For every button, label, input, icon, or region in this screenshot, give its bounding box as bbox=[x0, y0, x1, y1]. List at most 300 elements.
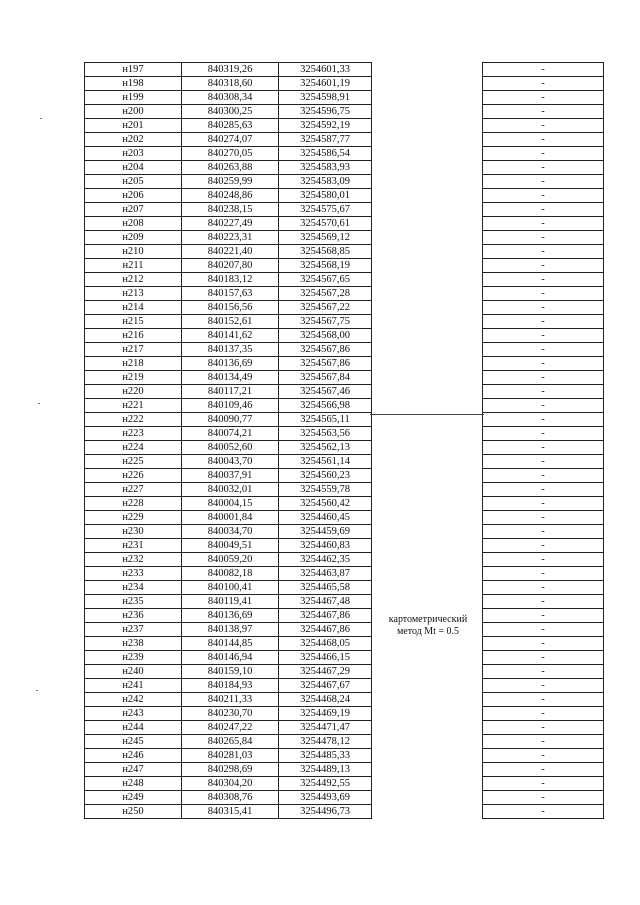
method-cell bbox=[372, 749, 483, 763]
method-cell bbox=[372, 273, 483, 287]
method-cell bbox=[372, 105, 483, 119]
point-name-cell: н217 bbox=[85, 343, 182, 357]
x-coordinate-cell: 840156,56 bbox=[182, 301, 279, 315]
point-name-cell: н212 bbox=[85, 273, 182, 287]
x-coordinate-cell: 840230,70 bbox=[182, 707, 279, 721]
accuracy-cell: - bbox=[483, 385, 604, 399]
x-coordinate-cell: 840184,93 bbox=[182, 679, 279, 693]
table-row bbox=[85, 427, 604, 441]
x-coordinate-cell: 840117,21 bbox=[182, 385, 279, 399]
x-coordinate-cell: 840265,84 bbox=[182, 735, 279, 749]
method-cell bbox=[372, 679, 483, 693]
y-coordinate-cell: 3254462,35 bbox=[279, 553, 372, 567]
scan-speck bbox=[36, 690, 38, 691]
method-cell bbox=[372, 343, 483, 357]
point-name-cell: н239 bbox=[85, 651, 182, 665]
point-name-cell: н214 bbox=[85, 301, 182, 315]
accuracy-cell: - bbox=[483, 483, 604, 497]
point-name-cell: н238 bbox=[85, 637, 182, 651]
method-cell bbox=[372, 777, 483, 791]
table-row bbox=[85, 441, 604, 455]
method-cell bbox=[372, 539, 483, 553]
accuracy-cell: - bbox=[483, 231, 604, 245]
accuracy-cell: - bbox=[483, 147, 604, 161]
y-coordinate-cell: 3254583,93 bbox=[279, 161, 372, 175]
point-name-cell: н219 bbox=[85, 371, 182, 385]
y-coordinate-cell: 3254568,85 bbox=[279, 245, 372, 259]
accuracy-cell: - bbox=[483, 763, 604, 777]
x-coordinate-cell: 840315,41 bbox=[182, 805, 279, 819]
x-coordinate-cell: 840308,34 bbox=[182, 91, 279, 105]
y-coordinate-cell: 3254575,67 bbox=[279, 203, 372, 217]
x-coordinate-cell: 840138,97 bbox=[182, 623, 279, 637]
accuracy-cell: - bbox=[483, 105, 604, 119]
y-coordinate-cell: 3254468,05 bbox=[279, 637, 372, 651]
table-row bbox=[85, 357, 604, 371]
y-coordinate-cell: 3254460,83 bbox=[279, 539, 372, 553]
x-coordinate-cell: 840100,41 bbox=[182, 581, 279, 595]
accuracy-cell: - bbox=[483, 189, 604, 203]
table-row bbox=[85, 203, 604, 217]
point-name-cell: н226 bbox=[85, 469, 182, 483]
method-cell bbox=[372, 329, 483, 343]
table-row bbox=[85, 567, 604, 581]
point-name-cell: н236 bbox=[85, 609, 182, 623]
x-coordinate-cell: 840043,70 bbox=[182, 455, 279, 469]
method-cell bbox=[372, 581, 483, 595]
x-coordinate-cell: 840263,88 bbox=[182, 161, 279, 175]
y-coordinate-cell: 3254570,61 bbox=[279, 217, 372, 231]
method-cell bbox=[372, 665, 483, 679]
x-coordinate-cell: 840136,69 bbox=[182, 609, 279, 623]
accuracy-cell: - bbox=[483, 273, 604, 287]
table-row bbox=[85, 385, 604, 399]
y-coordinate-cell: 3254493,69 bbox=[279, 791, 372, 805]
y-coordinate-cell: 3254601,19 bbox=[279, 77, 372, 91]
table-row bbox=[85, 63, 604, 77]
table-row bbox=[85, 707, 604, 721]
method-cell bbox=[372, 315, 483, 329]
y-coordinate-cell: 3254467,29 bbox=[279, 665, 372, 679]
point-name-cell: н199 bbox=[85, 91, 182, 105]
x-coordinate-cell: 840146,94 bbox=[182, 651, 279, 665]
accuracy-cell: - bbox=[483, 749, 604, 763]
table-row bbox=[85, 791, 604, 805]
y-coordinate-cell: 3254561,14 bbox=[279, 455, 372, 469]
accuracy-cell: - bbox=[483, 399, 604, 413]
method-cell bbox=[372, 693, 483, 707]
point-name-cell: н241 bbox=[85, 679, 182, 693]
point-name-cell: н248 bbox=[85, 777, 182, 791]
point-name-cell: н234 bbox=[85, 581, 182, 595]
y-coordinate-cell: 3254567,46 bbox=[279, 385, 372, 399]
point-name-cell: н231 bbox=[85, 539, 182, 553]
x-coordinate-cell: 840300,25 bbox=[182, 105, 279, 119]
table-row bbox=[85, 665, 604, 679]
accuracy-cell: - bbox=[483, 581, 604, 595]
accuracy-cell: - bbox=[483, 161, 604, 175]
method-cell bbox=[372, 301, 483, 315]
x-coordinate-cell: 840304,20 bbox=[182, 777, 279, 791]
table-row bbox=[85, 623, 604, 637]
x-coordinate-cell: 840247,22 bbox=[182, 721, 279, 735]
x-coordinate-cell: 840034,70 bbox=[182, 525, 279, 539]
accuracy-cell: - bbox=[483, 259, 604, 273]
accuracy-cell: - bbox=[483, 623, 604, 637]
table-row bbox=[85, 595, 604, 609]
point-name-cell: н242 bbox=[85, 693, 182, 707]
method-cell bbox=[372, 175, 483, 189]
table-row bbox=[85, 343, 604, 357]
point-name-cell: н203 bbox=[85, 147, 182, 161]
x-coordinate-cell: 840052,60 bbox=[182, 441, 279, 455]
table-row bbox=[85, 245, 604, 259]
accuracy-cell: - bbox=[483, 217, 604, 231]
y-coordinate-cell: 3254565,11 bbox=[279, 413, 372, 427]
method-cell bbox=[372, 525, 483, 539]
method-cell bbox=[372, 791, 483, 805]
y-coordinate-cell: 3254492,55 bbox=[279, 777, 372, 791]
y-coordinate-cell: 3254467,67 bbox=[279, 679, 372, 693]
accuracy-cell: - bbox=[483, 343, 604, 357]
x-coordinate-cell: 840207,80 bbox=[182, 259, 279, 273]
y-coordinate-cell: 3254467,86 bbox=[279, 623, 372, 637]
x-coordinate-cell: 840004,15 bbox=[182, 497, 279, 511]
method-cell bbox=[372, 469, 483, 483]
table-row bbox=[85, 329, 604, 343]
y-coordinate-cell: 3254567,22 bbox=[279, 301, 372, 315]
table-row bbox=[85, 581, 604, 595]
table-row bbox=[85, 147, 604, 161]
table-row bbox=[85, 693, 604, 707]
point-name-cell: н213 bbox=[85, 287, 182, 301]
y-coordinate-cell: 3254459,69 bbox=[279, 525, 372, 539]
y-coordinate-cell: 3254485,33 bbox=[279, 749, 372, 763]
method-cell bbox=[372, 119, 483, 133]
scan-speck bbox=[38, 403, 40, 404]
accuracy-cell: - bbox=[483, 77, 604, 91]
table-row bbox=[85, 483, 604, 497]
method-cell bbox=[372, 245, 483, 259]
x-coordinate-cell: 840270,05 bbox=[182, 147, 279, 161]
x-coordinate-cell: 840157,63 bbox=[182, 287, 279, 301]
accuracy-cell: - bbox=[483, 735, 604, 749]
x-coordinate-cell: 840109,46 bbox=[182, 399, 279, 413]
point-name-cell: н246 bbox=[85, 749, 182, 763]
method-cell bbox=[372, 217, 483, 231]
y-coordinate-cell: 3254568,00 bbox=[279, 329, 372, 343]
y-coordinate-cell: 3254569,12 bbox=[279, 231, 372, 245]
x-coordinate-cell: 840281,03 bbox=[182, 749, 279, 763]
method-cell bbox=[372, 203, 483, 217]
x-coordinate-cell: 840032,01 bbox=[182, 483, 279, 497]
table-row bbox=[85, 301, 604, 315]
method-cell bbox=[372, 567, 483, 581]
y-coordinate-cell: 3254466,15 bbox=[279, 651, 372, 665]
point-name-cell: н216 bbox=[85, 329, 182, 343]
x-coordinate-cell: 840049,51 bbox=[182, 539, 279, 553]
point-name-cell: н211 bbox=[85, 259, 182, 273]
x-coordinate-cell: 840159,10 bbox=[182, 665, 279, 679]
accuracy-cell: - bbox=[483, 455, 604, 469]
table-row bbox=[85, 399, 604, 413]
accuracy-cell: - bbox=[483, 203, 604, 217]
accuracy-cell: - bbox=[483, 315, 604, 329]
point-name-cell: н243 bbox=[85, 707, 182, 721]
x-coordinate-cell: 840211,33 bbox=[182, 693, 279, 707]
table-row bbox=[85, 497, 604, 511]
y-coordinate-cell: 3254463,87 bbox=[279, 567, 372, 581]
accuracy-cell: - bbox=[483, 245, 604, 259]
table-row bbox=[85, 287, 604, 301]
accuracy-cell: - bbox=[483, 287, 604, 301]
accuracy-cell: - bbox=[483, 679, 604, 693]
table-row bbox=[85, 805, 604, 819]
y-coordinate-cell: 3254596,75 bbox=[279, 105, 372, 119]
accuracy-cell: - bbox=[483, 525, 604, 539]
x-coordinate-cell: 840259,99 bbox=[182, 175, 279, 189]
point-name-cell: н202 bbox=[85, 133, 182, 147]
method-cell bbox=[372, 189, 483, 203]
y-coordinate-cell: 3254598,91 bbox=[279, 91, 372, 105]
accuracy-cell: - bbox=[483, 651, 604, 665]
x-coordinate-cell: 840119,41 bbox=[182, 595, 279, 609]
x-coordinate-cell: 840274,07 bbox=[182, 133, 279, 147]
table-row bbox=[85, 525, 604, 539]
method-cell bbox=[372, 441, 483, 455]
y-coordinate-cell: 3254567,86 bbox=[279, 343, 372, 357]
y-coordinate-cell: 3254559,78 bbox=[279, 483, 372, 497]
accuracy-cell: - bbox=[483, 63, 604, 77]
method-cell bbox=[372, 763, 483, 777]
point-name-cell: н227 bbox=[85, 483, 182, 497]
y-coordinate-cell: 3254567,65 bbox=[279, 273, 372, 287]
method-cell bbox=[372, 287, 483, 301]
point-name-cell: н204 bbox=[85, 161, 182, 175]
table-row bbox=[85, 315, 604, 329]
table-row bbox=[85, 217, 604, 231]
y-coordinate-cell: 3254469,19 bbox=[279, 707, 372, 721]
table-row bbox=[85, 539, 604, 553]
method-cell bbox=[372, 511, 483, 525]
method-cell bbox=[372, 259, 483, 273]
table-row bbox=[85, 413, 604, 427]
x-coordinate-cell: 840134,49 bbox=[182, 371, 279, 385]
point-name-cell: н205 bbox=[85, 175, 182, 189]
table-row bbox=[85, 679, 604, 693]
method-cell bbox=[372, 91, 483, 105]
method-cell bbox=[372, 707, 483, 721]
point-name-cell: н197 bbox=[85, 63, 182, 77]
table-row bbox=[85, 371, 604, 385]
method-cell bbox=[372, 371, 483, 385]
table-row bbox=[85, 105, 604, 119]
accuracy-cell: - bbox=[483, 441, 604, 455]
x-coordinate-cell: 840183,12 bbox=[182, 273, 279, 287]
x-coordinate-cell: 840319,26 bbox=[182, 63, 279, 77]
point-name-cell: н210 bbox=[85, 245, 182, 259]
method-cell bbox=[372, 63, 483, 77]
x-coordinate-cell: 840227,49 bbox=[182, 217, 279, 231]
table-row bbox=[85, 259, 604, 273]
accuracy-cell: - bbox=[483, 805, 604, 819]
y-coordinate-cell: 3254567,86 bbox=[279, 357, 372, 371]
point-name-cell: н232 bbox=[85, 553, 182, 567]
point-name-cell: н218 bbox=[85, 357, 182, 371]
table-row bbox=[85, 273, 604, 287]
table-row bbox=[85, 161, 604, 175]
accuracy-cell: - bbox=[483, 791, 604, 805]
point-name-cell: н224 bbox=[85, 441, 182, 455]
point-name-cell: н245 bbox=[85, 735, 182, 749]
point-name-cell: н220 bbox=[85, 385, 182, 399]
table-row bbox=[85, 721, 604, 735]
method-cell bbox=[372, 231, 483, 245]
y-coordinate-cell: 3254467,48 bbox=[279, 595, 372, 609]
point-name-cell: н209 bbox=[85, 231, 182, 245]
x-coordinate-cell: 840285,63 bbox=[182, 119, 279, 133]
accuracy-cell: - bbox=[483, 511, 604, 525]
accuracy-cell: - bbox=[483, 497, 604, 511]
table-row bbox=[85, 609, 604, 623]
method-cell bbox=[372, 483, 483, 497]
point-name-cell: н198 bbox=[85, 77, 182, 91]
x-coordinate-cell: 840298,69 bbox=[182, 763, 279, 777]
method-note bbox=[378, 614, 478, 638]
method-cell bbox=[372, 399, 483, 413]
point-name-cell: н230 bbox=[85, 525, 182, 539]
method-cell bbox=[372, 721, 483, 735]
table-row bbox=[85, 133, 604, 147]
y-coordinate-cell: 3254563,56 bbox=[279, 427, 372, 441]
y-coordinate-cell: 3254496,73 bbox=[279, 805, 372, 819]
accuracy-cell: - bbox=[483, 721, 604, 735]
y-coordinate-cell: 3254587,77 bbox=[279, 133, 372, 147]
x-coordinate-cell: 840152,61 bbox=[182, 315, 279, 329]
table-row bbox=[85, 189, 604, 203]
table-row bbox=[85, 511, 604, 525]
y-coordinate-cell: 3254471,47 bbox=[279, 721, 372, 735]
y-coordinate-cell: 3254562,13 bbox=[279, 441, 372, 455]
accuracy-cell: - bbox=[483, 707, 604, 721]
point-name-cell: н201 bbox=[85, 119, 182, 133]
table-row bbox=[85, 77, 604, 91]
table-row bbox=[85, 735, 604, 749]
point-name-cell: н233 bbox=[85, 567, 182, 581]
method-cell bbox=[372, 357, 483, 371]
y-coordinate-cell: 3254478,12 bbox=[279, 735, 372, 749]
x-coordinate-cell: 840082,18 bbox=[182, 567, 279, 581]
table-row bbox=[85, 763, 604, 777]
accuracy-cell: - bbox=[483, 175, 604, 189]
method-divider-line bbox=[370, 414, 484, 415]
accuracy-cell: - bbox=[483, 413, 604, 427]
y-coordinate-cell: 3254601,33 bbox=[279, 63, 372, 77]
x-coordinate-cell: 840136,69 bbox=[182, 357, 279, 371]
accuracy-cell: - bbox=[483, 301, 604, 315]
table-row bbox=[85, 455, 604, 469]
y-coordinate-cell: 3254468,24 bbox=[279, 693, 372, 707]
point-name-cell: н247 bbox=[85, 763, 182, 777]
y-coordinate-cell: 3254560,42 bbox=[279, 497, 372, 511]
method-cell bbox=[372, 77, 483, 91]
table-row bbox=[85, 231, 604, 245]
method-cell bbox=[372, 427, 483, 441]
accuracy-cell: - bbox=[483, 91, 604, 105]
accuracy-cell: - bbox=[483, 553, 604, 567]
method-cell bbox=[372, 553, 483, 567]
method-cell bbox=[372, 735, 483, 749]
point-name-cell: н229 bbox=[85, 511, 182, 525]
x-coordinate-cell: 840318,60 bbox=[182, 77, 279, 91]
method-cell bbox=[372, 651, 483, 665]
accuracy-cell: - bbox=[483, 777, 604, 791]
y-coordinate-cell: 3254592,19 bbox=[279, 119, 372, 133]
x-coordinate-cell: 840059,20 bbox=[182, 553, 279, 567]
method-cell bbox=[372, 385, 483, 399]
table-row bbox=[85, 469, 604, 483]
method-cell bbox=[372, 161, 483, 175]
x-coordinate-cell: 840144,85 bbox=[182, 637, 279, 651]
accuracy-cell: - bbox=[483, 539, 604, 553]
x-coordinate-cell: 840221,40 bbox=[182, 245, 279, 259]
method-cell bbox=[372, 133, 483, 147]
point-name-cell: н225 bbox=[85, 455, 182, 469]
coordinates-table-body bbox=[85, 63, 604, 819]
table-row bbox=[85, 777, 604, 791]
accuracy-cell: - bbox=[483, 693, 604, 707]
table-row bbox=[85, 749, 604, 763]
y-coordinate-cell: 3254580,01 bbox=[279, 189, 372, 203]
point-name-cell: н237 bbox=[85, 623, 182, 637]
y-coordinate-cell: 3254489,13 bbox=[279, 763, 372, 777]
point-name-cell: н228 bbox=[85, 497, 182, 511]
point-name-cell: н208 bbox=[85, 217, 182, 231]
accuracy-cell: - bbox=[483, 469, 604, 483]
x-coordinate-cell: 840074,21 bbox=[182, 427, 279, 441]
point-name-cell: н221 bbox=[85, 399, 182, 413]
table-row bbox=[85, 119, 604, 133]
accuracy-cell: - bbox=[483, 427, 604, 441]
y-coordinate-cell: 3254567,84 bbox=[279, 371, 372, 385]
point-name-cell: н215 bbox=[85, 315, 182, 329]
x-coordinate-cell: 840037,91 bbox=[182, 469, 279, 483]
method-cell bbox=[372, 595, 483, 609]
point-name-cell: н250 bbox=[85, 805, 182, 819]
y-coordinate-cell: 3254460,45 bbox=[279, 511, 372, 525]
point-name-cell: н235 bbox=[85, 595, 182, 609]
table-row bbox=[85, 175, 604, 189]
y-coordinate-cell: 3254568,19 bbox=[279, 259, 372, 273]
method-cell bbox=[372, 147, 483, 161]
accuracy-cell: - bbox=[483, 609, 604, 623]
point-name-cell: н222 bbox=[85, 413, 182, 427]
method-note-line2: метод Mt = 0.5 bbox=[396, 626, 460, 637]
accuracy-cell: - bbox=[483, 119, 604, 133]
point-name-cell: н249 bbox=[85, 791, 182, 805]
point-name-cell: н206 bbox=[85, 189, 182, 203]
x-coordinate-cell: 840001,84 bbox=[182, 511, 279, 525]
x-coordinate-cell: 840308,76 bbox=[182, 791, 279, 805]
coordinates-table bbox=[84, 62, 604, 819]
y-coordinate-cell: 3254560,23 bbox=[279, 469, 372, 483]
point-name-cell: н244 bbox=[85, 721, 182, 735]
accuracy-cell: - bbox=[483, 567, 604, 581]
accuracy-cell: - bbox=[483, 329, 604, 343]
accuracy-cell: - bbox=[483, 357, 604, 371]
x-coordinate-cell: 840238,15 bbox=[182, 203, 279, 217]
y-coordinate-cell: 3254586,54 bbox=[279, 147, 372, 161]
